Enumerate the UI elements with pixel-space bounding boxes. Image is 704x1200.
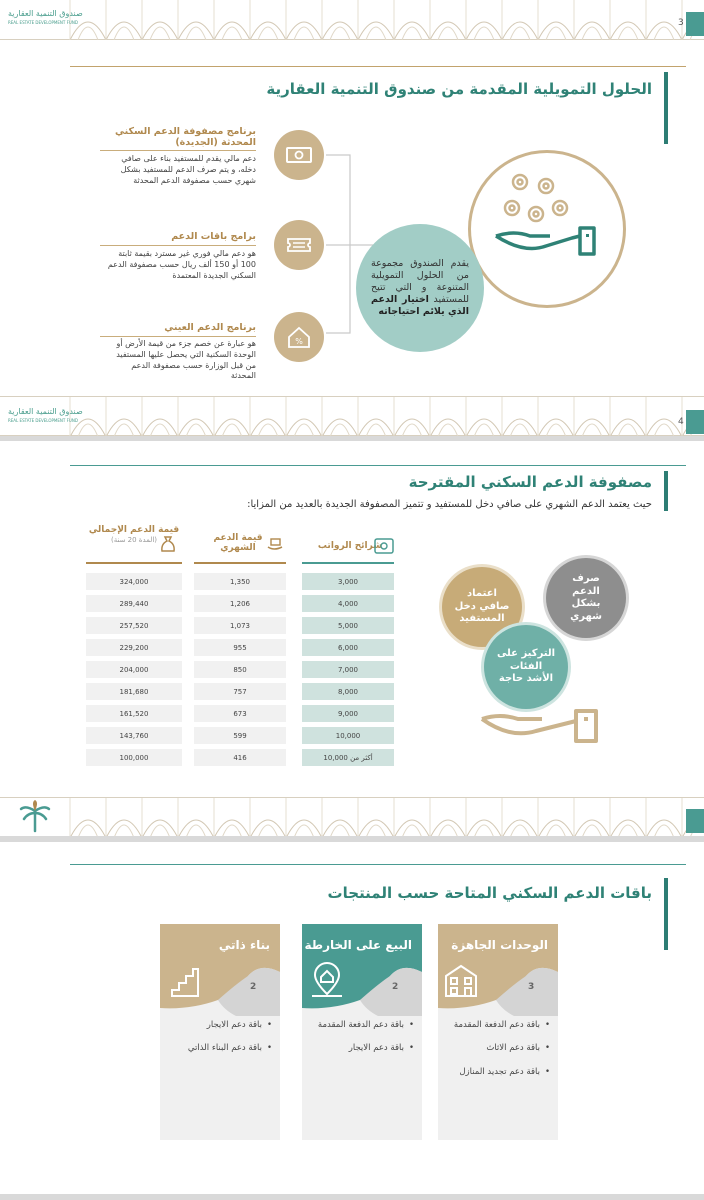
package-item: • باقة دعم الدفعة المقدمة bbox=[446, 1020, 550, 1031]
intro-text-bold: اختيار الدعم الذي يلائم احتياجاته bbox=[371, 293, 469, 317]
card-count: 2 bbox=[392, 982, 399, 992]
package-item: • باقة دعم الايجار bbox=[310, 1043, 414, 1054]
package-card bbox=[438, 924, 558, 1140]
map-pin-house-icon bbox=[310, 962, 344, 998]
money-icon bbox=[286, 146, 312, 164]
matrix-cell-total: 257,520 bbox=[86, 617, 182, 634]
page-number: 4 bbox=[678, 417, 684, 427]
matrix-cell-monthly: 757 bbox=[194, 683, 286, 700]
palm-logo-icon bbox=[18, 799, 52, 833]
slide-support-packages bbox=[0, 842, 704, 1194]
slide-support-matrix bbox=[0, 441, 704, 836]
card-count: 2 bbox=[250, 982, 257, 992]
matrix-cell-salary: 10,000 bbox=[302, 727, 394, 744]
card-title: بناء ذاتي bbox=[218, 938, 270, 952]
feature-text: التركيز على الفئات الأشد حاجة bbox=[496, 648, 556, 685]
matrix-cell-total: 161,520 bbox=[86, 705, 182, 722]
program-underline bbox=[100, 245, 256, 246]
program-underline bbox=[100, 336, 256, 337]
matrix-cell-total: 100,000 bbox=[86, 749, 182, 766]
hand-coins-circle bbox=[468, 150, 626, 308]
card-title: الوحدات الجاهزة bbox=[451, 938, 548, 952]
header-underline bbox=[194, 562, 286, 564]
package-item: • باقة دعم الايجار bbox=[168, 1020, 272, 1031]
feature-bubble bbox=[546, 558, 626, 638]
title-rule bbox=[70, 864, 686, 865]
matrix-cell-total: 204,000 bbox=[86, 661, 182, 678]
package-card bbox=[160, 924, 280, 1140]
hand-coins-icon bbox=[468, 150, 626, 308]
svg-text:%: % bbox=[295, 337, 303, 346]
program-icon-circle bbox=[274, 130, 324, 180]
package-item: • باقة دعم الدفعة المقدمة bbox=[310, 1020, 414, 1031]
program-desc: دعم مالي يقدم للمستفيد بناء على صافي دخله، و يتم صرف الدعم للمستفيد بشكل شهري حسب مصفوفة الدعم المحدثة bbox=[120, 154, 256, 185]
page-number: 3 bbox=[678, 18, 684, 28]
matrix-cell-total: 324,000 bbox=[86, 573, 182, 590]
fund-logo: صندوق التنمية العقارية REAL ESTATE DEVELOPMENT FUND bbox=[8, 9, 83, 25]
matrix-cell-monthly: 1,206 bbox=[194, 595, 286, 612]
title-accent-bar bbox=[664, 471, 668, 511]
slide-title: مصفوفة الدعم السكني المقترحة bbox=[408, 473, 652, 491]
card-items bbox=[446, 1020, 550, 1090]
column-header-salary: شرائح الرواتب bbox=[317, 541, 383, 551]
card-items bbox=[168, 1020, 272, 1067]
matrix-cell-salary: 6,000 bbox=[302, 639, 394, 656]
matrix-cell-monthly: 850 bbox=[194, 661, 286, 678]
program-title: برنامج مصفوفة الدعم السكني المحدثة (الجديدة) bbox=[114, 126, 256, 148]
matrix-cell-monthly: 673 bbox=[194, 705, 286, 722]
matrix-cell-total: 181,680 bbox=[86, 683, 182, 700]
program-title: برنامج الدعم العيني bbox=[164, 322, 256, 333]
card-count: 3 bbox=[528, 982, 535, 992]
matrix-cell-total: 229,200 bbox=[86, 639, 182, 656]
gold-hand-icon bbox=[476, 707, 606, 753]
feature-text: صرف الدعم بشكل شهري bbox=[570, 573, 602, 622]
ticket-icon bbox=[286, 236, 312, 254]
decorative-footer-pattern bbox=[0, 396, 704, 436]
package-item: • باقة دعم البناء الذاتي bbox=[168, 1043, 272, 1054]
matrix-cell-salary: 9,000 bbox=[302, 705, 394, 722]
program-desc: هو دعم مالي فوري غير مسترد بقيمة ثابتة 100 أو 150 ألف ريال حسب مصفوفة الدعم السكني الجديدة المعتمدة bbox=[107, 249, 256, 280]
matrix-cell-monthly: 1,350 bbox=[194, 573, 286, 590]
program-title: برامج باقات الدعم bbox=[171, 231, 256, 242]
feature-bubble bbox=[484, 625, 568, 709]
matrix-cell-monthly: 599 bbox=[194, 727, 286, 744]
program-desc: هو عبارة عن خصم جزء من قيمة الأرض أو الوحدة السكنية التي يحصل عليها المستفيد من قبل الوزارة حسب مصفوفة الدعم المحدثة bbox=[116, 339, 256, 381]
package-item: • باقة دعم تجديد المنازل bbox=[446, 1067, 550, 1078]
matrix-cell-monthly: 416 bbox=[194, 749, 286, 766]
program-underline bbox=[100, 150, 256, 151]
program-icon-circle bbox=[274, 220, 324, 270]
fund-logo: صندوق التنمية العقارية REAL ESTATE DEVELOPMENT FUND bbox=[8, 407, 83, 423]
matrix-cell-salary: 3,000 bbox=[302, 573, 394, 590]
column-header-monthly: قيمة الدعم الشهري bbox=[213, 533, 263, 553]
house-percent-icon bbox=[287, 326, 311, 348]
matrix-cell-salary: 7,000 bbox=[302, 661, 394, 678]
title-accent-bar bbox=[664, 878, 668, 950]
package-card bbox=[302, 924, 422, 1140]
slide-title: الحلول التمويلية المقدمة من صندوق التنمية العقارية bbox=[266, 80, 652, 98]
intro-text: يقدم الصندوق مجموعة من الحلول التمويلية المتنوعة و التي تتيح للمستفيد bbox=[371, 258, 469, 305]
slide-subtitle: حيث يعتمد الدعم الشهري على صافي دخل للمستفيد و تتميز المصفوفة الجديدة بالعديد من المزايا: bbox=[247, 499, 652, 510]
building-icon bbox=[444, 964, 478, 998]
program-icon-circle bbox=[274, 312, 324, 362]
slide-title: باقات الدعم السكني المتاحة حسب المنتجات bbox=[327, 884, 652, 902]
header-underline bbox=[86, 562, 182, 564]
package-item: • باقة دعم الاثاث bbox=[446, 1043, 550, 1054]
slide-financing-solutions bbox=[0, 0, 704, 436]
salary-icon bbox=[374, 537, 394, 555]
decorative-footer-pattern bbox=[0, 797, 704, 836]
page-tab bbox=[686, 809, 704, 833]
matrix-cell-salary: 5,000 bbox=[302, 617, 394, 634]
hand-money-icon bbox=[266, 537, 284, 553]
page-tab bbox=[686, 410, 704, 434]
column-header-total: قيمة الدعم الإجمالي (المدة 20 سنة) bbox=[88, 525, 180, 544]
matrix-cell-monthly: 1,073 bbox=[194, 617, 286, 634]
feature-text: اعتماد صافي دخل المستفيد bbox=[454, 588, 510, 625]
card-title: البيع على الخارطة bbox=[304, 938, 412, 952]
money-bag-icon bbox=[160, 535, 176, 553]
header-underline bbox=[302, 562, 394, 564]
matrix-cell-monthly: 955 bbox=[194, 639, 286, 656]
card-items bbox=[310, 1020, 414, 1067]
stairs-icon bbox=[170, 966, 200, 998]
matrix-cell-total: 289,440 bbox=[86, 595, 182, 612]
matrix-cell-salary: أكثر من 10,000 bbox=[302, 749, 394, 766]
matrix-cell-salary: 4,000 bbox=[302, 595, 394, 612]
intro-bubble bbox=[356, 224, 484, 352]
matrix-cell-total: 143,760 bbox=[86, 727, 182, 744]
matrix-cell-salary: 8,000 bbox=[302, 683, 394, 700]
title-rule bbox=[70, 465, 686, 466]
